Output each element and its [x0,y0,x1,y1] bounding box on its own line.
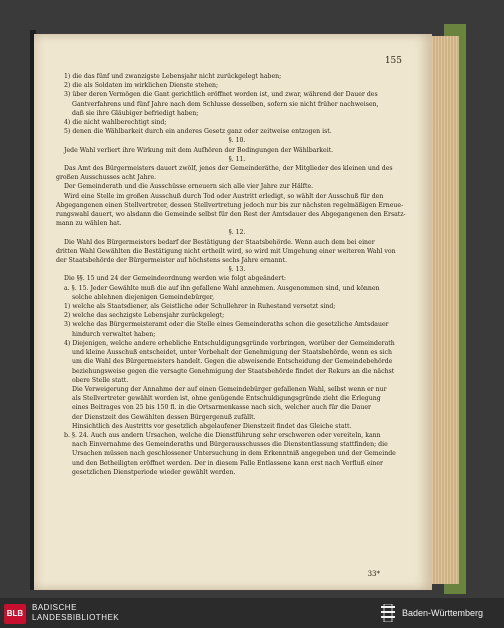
text-line: 2) die als Soldaten im wirklichen Dienste stehen; [64,82,219,90]
text-line: mann zu wählen hat. [56,220,122,228]
text-line: um die Wahl des Bürgermeisters handelt. Gegen die abweisende Entscheidung der Gemeindebehörde [72,358,393,366]
page-text [56,72,418,477]
text-line: b. §. 24. Auch aus andern Ursachen, welche die Dienstführung sehr erschweren oder vereiteln, kann [64,431,381,439]
text-line: 2) welche das sechzigste Lebensjahr zurückgelegt; [64,312,225,320]
text-line: eines Beitrages von 25 bis 150 fl. in die Ortsarmenkasse nach sich, welcher auch für die Dauer [72,404,371,412]
text-line: Das Amt des Bürgermeisters dauert zwölf, jenes der Gemeinderäthe, der Mitglieder des kleinen und des [64,165,393,173]
text-line: und den Betheiligten eröffnet werden. Der in diesem Falle Entlassene kann erst nach Verfluß einer [72,459,383,467]
text-line: 1) die das fünf und zwanzigste Lebensjahr nicht zurückgelegt haben; [64,73,282,80]
text-line: rungswahl dauert, wo alsdann die Gemeinde selbst für den Rest der Amtsdauer des Abgegangenen den Ersatz- [56,211,406,219]
text-line: 5) denen die Wählbarkeit durch ein anderes Gesetz ganz oder zeitweise entzogen ist. [64,128,332,136]
text-line: beziehungsweise gegen die versagte Genehmigung der Staatsbehörde findet der Rekurs an die nächst [72,367,395,375]
text-line: als Stellvertreter gewählt worden ist, ohne genügende Entschuldigungsgründe zieht die Erlegung [72,395,381,403]
text-line: Ursachen müssen nach geschlossener Untersuchung in dem Erkenntniß angegeben und der Gemeinde [72,450,396,458]
text-line: Der Gemeinderath und die Ausschüsse erneuern sich alle vier Jahre zur Hälfte. [64,183,314,191]
text-line: großen Ausschusses acht Jahre. [56,174,157,182]
book-page [34,34,432,590]
text-line: 1) welche als Staatsdiener, als Geistliche oder Schullehrer in Ruhestand versetzt sind; [64,303,336,311]
library-name-line2: LANDESBIBLIOTHEK [32,613,120,622]
text-line: Abgegangenen einen Stellvertreter, dessen Stellvertretung jedoch nur bis zur nächsten regelmäßigen Erneue- [56,201,404,209]
text-line: nach Einvernahme des Gemeinderaths und Bürgerausschusses die Dienstentlassung stattfinden; die [72,441,388,449]
text-line: §. 13. [228,266,246,274]
library-name-line1: BADISCHE [32,603,77,612]
text-line: Die Verweigerung der Annahme der auf einen Gemeindebürger gefallenen Wahl, selbst wenn er nur [72,385,387,393]
text-line: §. 12. [228,229,246,237]
signature-mark: 33* [367,570,380,578]
text-line: Hinsichtlich des Austritts vor gesetzlich abgelaufener Dienstzeit findet das Gleiche statt. [72,422,352,430]
text-line: 3) welche das Bürgermeisteramt oder die Stelle eines Gemeinderaths schon die gesetzliche Amtsdauer [64,321,389,329]
text-line: hindurch verwaltet haben; [72,330,156,338]
text-line: der Dienstzeit des Gewählten dessen Bürgergenuß zufällt. [72,413,256,421]
baden-wuerttemberg-lions-crest-icon[interactable] [380,604,396,622]
text-line: und kleine Ausschuß entscheidet, unter Vorbehalt der Genehmigung der Staatsbehörde, wenn es sich [72,349,392,357]
text-line: §. 11. [228,155,246,163]
text-line: gesetzlichen Dienstperiode wieder gewählt werden. [72,468,236,476]
text-line: Wird eine Stelle im großen Ausschuß durch Tod oder Austritt erledigt, so wählt der Ausschuß für den [64,192,384,200]
text-line: Gantverfahrens und fünf Jahre nach dem Schlusse desselben, sofern sie nicht früher nachweisen, [72,100,379,108]
text-line: 4) Diejenigen, welche andere erhebliche Entschuldigungsgründe vorbringen, worüber der Gemeinderath [64,339,395,347]
library-name[interactable] [32,603,119,623]
text-line: Die Wahl des Bürgermeisters bedarf der Bestätigung der Staatsbehörde. Wenn auch dem bei einer [64,238,375,246]
text-line: 3) über deren Vermögen die Gant gerichtlich eröffnet worden ist, und zwar, während der Dauer des [64,91,378,99]
text-line: dritten Wahl Gewählten die Bestätigung nicht ertheilt wird, so wird mit Umgehung einer weiteren Wahl von [56,247,396,255]
text-line: §. 10. [228,137,246,145]
blb-logo-icon[interactable]: BLB [4,604,26,624]
text-line: a. §. 15. Jeder Gewählte muß die auf ihn gefallene Wahl annehmen. Ausgenommen sind, und können [64,284,380,292]
text-line: obere Stelle statt. [72,376,129,384]
text-line: solche ablehnen diejenigen Gemeindebürger, [72,293,215,301]
text-line: Die §§. 15 und 24 der Gemeindeordnung werden wie folgt abgeändert: [64,275,286,283]
text-line: der Staatsbehörde der Bürgermeister auf höchstens sechs Jahre ernannt. [56,257,287,265]
page-number: 155 [384,56,402,66]
text-line: 4) die nicht wahlberechtigt sind; [64,119,167,127]
text-line: Jede Wahl verliert ihre Wirkung mit dem Aufhören der Bedingungen der Wählbarkeit. [64,146,334,154]
text-line: daß sie ihre Gläubiger befriedigt haben; [72,109,199,117]
state-name[interactable]: Baden-Württemberg [402,608,484,618]
